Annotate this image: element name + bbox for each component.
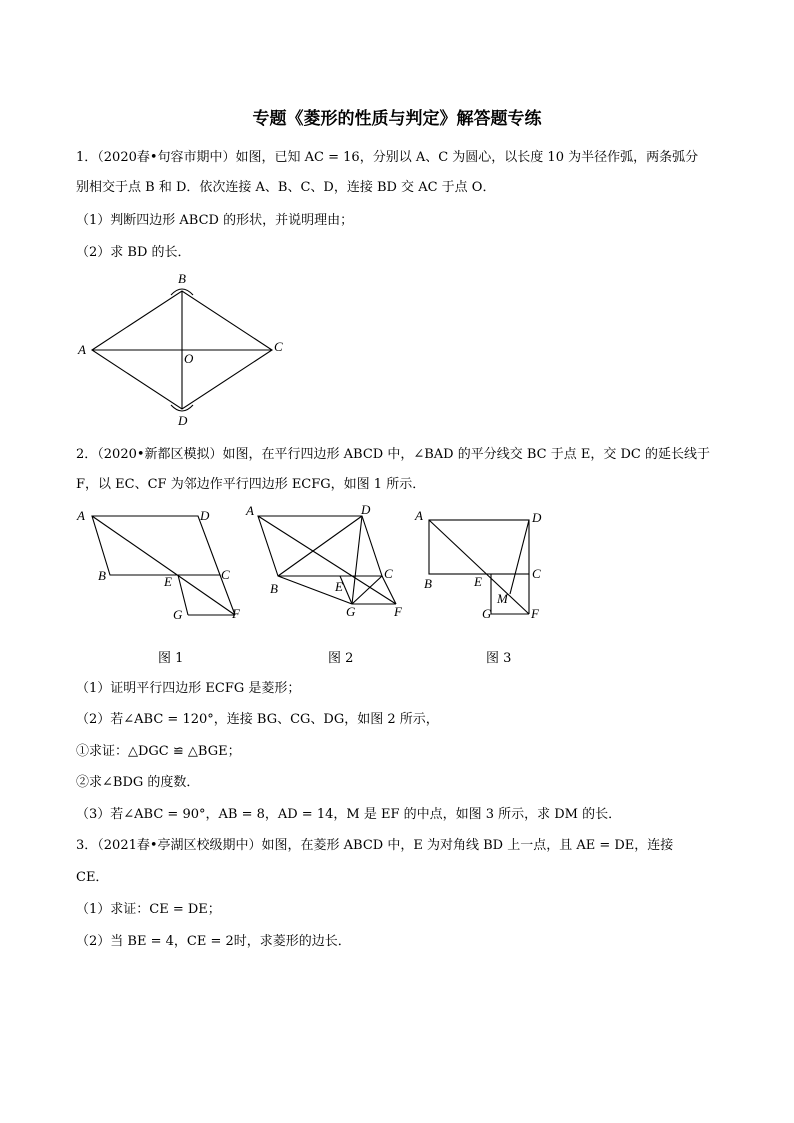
q2-fig3-label-M: M (497, 591, 508, 606)
page-title: 专题《菱形的性质与判定》解答题专练 (252, 109, 542, 129)
q2-sub2: ②求∠BDG 的度数． (76, 775, 200, 790)
q1-part1: （1）判断四边形 ABCD 的形状，并说明理由； (76, 213, 354, 228)
q2-statement-line1: 2．（2020•新都区模拟）如图，在平行四边形 ABCD 中，∠BAD 的平分线交 BC 于点 E，交 DC 的延长线于 (76, 447, 710, 462)
q2-fig3-label-B: B (424, 576, 432, 591)
q2-fig3-label-F: F (531, 606, 539, 621)
q2-sub1: ①求证：△DGC ≌ △BGE； (76, 744, 241, 759)
q2-fig1-label-G: G (173, 607, 183, 622)
q2-fig3-label-E: E (474, 574, 482, 589)
q2-part2: （2）若∠ABC = 120°，连接 BG、CG、DG，如图 2 所示， (76, 712, 439, 727)
q2-fig2-label-A: A (246, 503, 254, 518)
q2-figure-3 (405, 500, 565, 630)
q3-part1: （1）求证：CE = DE； (76, 902, 221, 917)
q1-label-O: O (184, 351, 194, 366)
q1-statement-line2: 别相交于点 B 和 D．依次连接 A、B、C、D，连接 BD 交 AC 于点 O． (76, 180, 496, 195)
q2-fig2-label-F: F (394, 604, 402, 619)
q3-statement-line2: CE． (76, 870, 109, 885)
q2-figure-1 (70, 500, 250, 630)
q1-part2: （2）求 BD 的长． (76, 245, 191, 260)
q2-fig1-caption: 图 1 (158, 651, 184, 666)
q2-fig2-label-B: B (270, 581, 278, 596)
q2-fig1-label-F: F (232, 606, 240, 621)
q1-statement-line1: 1．（2020春•句容市期中）如图，已知 AC = 16，分别以 A、C 为圆心，以长度 10 为半径作弧，两条弧分 (76, 150, 699, 165)
q3-part2: （2）当 BE = 4，CE = 2时，求菱形的边长． (76, 934, 351, 949)
q1-label-D: D (178, 413, 188, 428)
q2-fig1-label-B: B (98, 568, 106, 583)
q2-fig3-label-A: A (415, 508, 423, 523)
q1-label-C: C (274, 339, 283, 354)
q2-fig3-label-C: C (532, 566, 541, 581)
q2-fig2-label-D: D (361, 502, 371, 517)
q2-fig1-label-A: A (77, 508, 85, 523)
q2-statement-line2: F，以 EC、CF 为邻边作平行四边形 ECFG，如图 1 所示． (76, 477, 426, 492)
q2-part1: （1）证明平行四边形 ECFG 是菱形； (76, 681, 301, 696)
q2-fig2-label-C: C (384, 566, 393, 581)
q2-fig3-caption: 图 3 (486, 651, 512, 666)
q2-fig3-label-D: D (532, 510, 542, 525)
q1-label-A: A (78, 342, 86, 357)
q2-part3: （3）若∠ABC = 90°，AB = 8，AD = 14，M 是 EF 的中点，如图 3 所示，求 DM 的长． (76, 807, 622, 822)
q2-fig2-caption: 图 2 (328, 651, 354, 666)
q1-label-B: B (178, 271, 186, 286)
q2-fig1-label-E: E (164, 574, 172, 589)
q2-figure-2 (240, 498, 410, 628)
q3-statement-line1: 3．（2021春•亭湖区校级期中）如图，在菱形 ABCD 中，E 为对角线 BD 上一点，且 AE = DE，连接 (76, 838, 674, 853)
q2-fig2-label-G: G (346, 604, 356, 619)
q2-fig1-label-C: C (221, 567, 230, 582)
q2-fig2-label-E: E (335, 579, 343, 594)
q2-fig1-label-D: D (200, 508, 210, 523)
q1-figure-rhombus (60, 265, 300, 435)
q2-fig3-label-G: G (482, 606, 492, 621)
